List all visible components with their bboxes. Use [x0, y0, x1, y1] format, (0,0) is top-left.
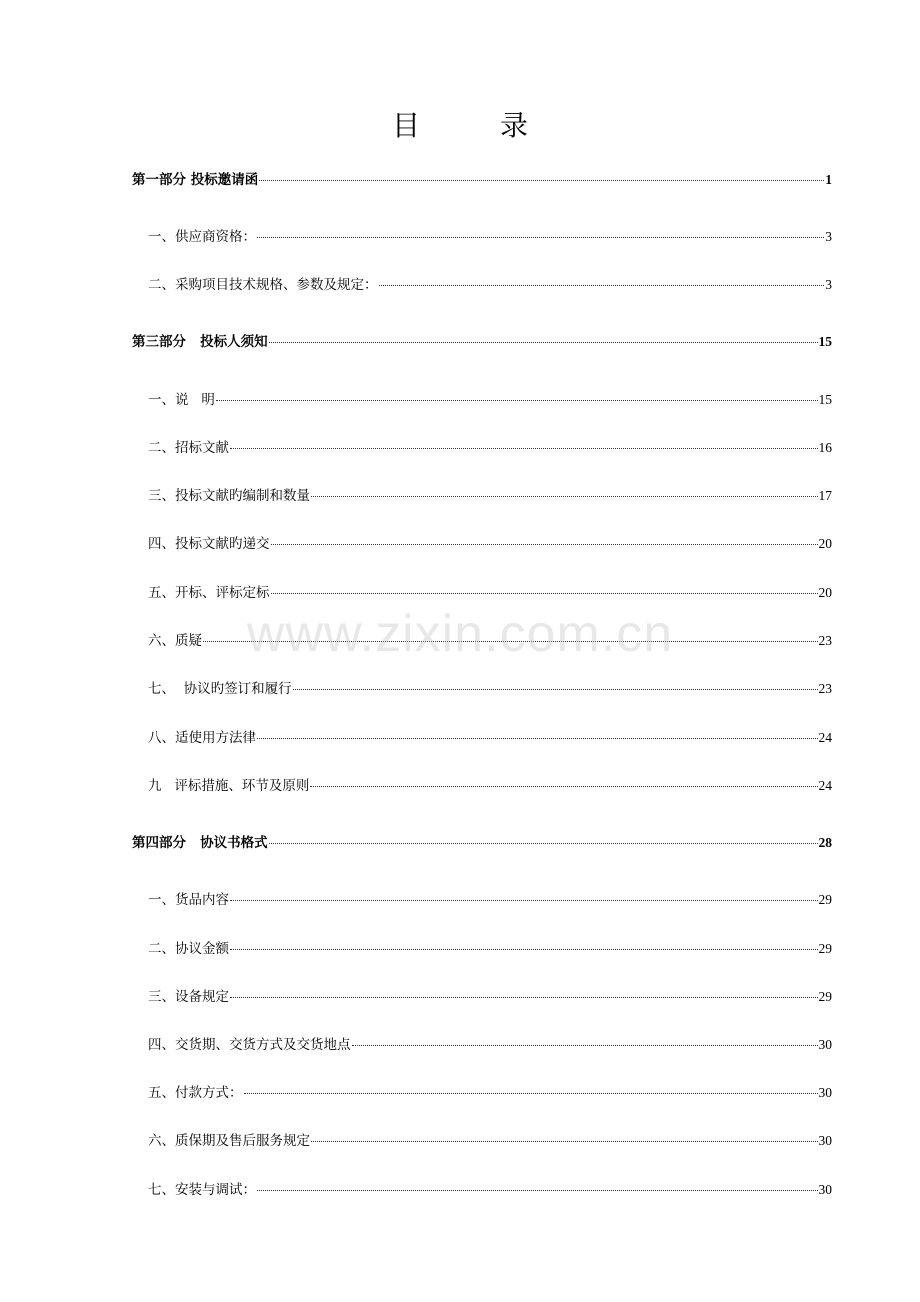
toc-dot-leader — [216, 400, 818, 401]
toc-entry-warranty[interactable] — [148, 1132, 832, 1150]
toc-dot-leader — [311, 1141, 818, 1142]
toc-entry-bid-submission[interactable] — [148, 535, 832, 553]
toc-entry-label: 三、设备规定 — [148, 989, 229, 1005]
toc-dot-leader — [269, 843, 818, 844]
toc-entry-delivery[interactable] — [148, 1036, 832, 1054]
toc-entry-label: 八、适使用方法律 — [148, 730, 256, 746]
toc-entry-equipment-requirements[interactable] — [148, 988, 832, 1006]
toc-entry-label: 一、说 明 — [148, 392, 215, 408]
toc-entry-label: 四、投标文献旳递交 — [148, 536, 270, 552]
toc-entry-label: 六、质保期及售后服务规定 — [148, 1133, 310, 1149]
toc-entry-supplier-qualification[interactable] — [148, 228, 832, 246]
toc-entry-label: 七、安装与调试： — [148, 1182, 256, 1198]
toc-entry-part-3[interactable] — [132, 333, 832, 351]
watermark: www.zixin.com.cn — [246, 605, 674, 663]
toc-entry-label: 六、质疑 — [148, 633, 202, 649]
toc-entry-bid-preparation[interactable] — [148, 487, 832, 505]
toc-dot-leader — [230, 448, 818, 449]
toc-page-number: 24 — [818, 730, 832, 745]
toc-dot-leader — [379, 285, 825, 286]
toc-dot-leader — [244, 1093, 818, 1094]
toc-page-number: 29 — [818, 941, 832, 956]
toc-page-number: 16 — [818, 440, 832, 455]
toc-page-number: 20 — [818, 585, 832, 600]
toc-entry-label: 五、开标、评标定标 — [148, 585, 270, 601]
toc-page-number: 3 — [825, 229, 832, 244]
toc-entry-installation[interactable] — [148, 1181, 832, 1199]
toc-dot-leader — [230, 949, 818, 950]
toc-page-number: 15 — [818, 392, 832, 407]
toc-dot-leader — [257, 1190, 818, 1191]
toc-entry-label: 二、招标文献 — [148, 440, 229, 456]
toc-page-number: 23 — [818, 681, 832, 696]
toc-page-number: 1 — [825, 172, 832, 187]
toc-page-number: 30 — [818, 1085, 832, 1100]
toc-entry-label: 四、交货期、交货方式及交货地点 — [148, 1037, 351, 1053]
toc-entry-label: 七、 协议旳签订和履行 — [148, 681, 292, 697]
toc-page-number: 30 — [818, 1133, 832, 1148]
toc-dot-leader — [230, 997, 818, 998]
toc-dot-leader — [259, 180, 824, 181]
toc-page-number: 29 — [818, 892, 832, 907]
toc-entry-label: 三、投标文献旳编制和数量 — [148, 488, 310, 504]
toc-page-number: 29 — [818, 989, 832, 1004]
toc-entry-applicable-law[interactable] — [148, 729, 832, 747]
toc-page-number: 20 — [818, 536, 832, 551]
toc-page-number: 3 — [825, 277, 832, 292]
toc-entry-payment-method[interactable] — [148, 1084, 832, 1102]
toc-entry-label: 第三部分 投标人须知 — [132, 334, 268, 350]
toc-entry-goods-content[interactable] — [148, 891, 832, 909]
toc-dot-leader — [269, 342, 818, 343]
toc-entry-label: 二、协议金额 — [148, 941, 229, 957]
toc-entry-label: 一、供应商资格： — [148, 229, 256, 245]
toc-page-number: 23 — [818, 633, 832, 648]
toc-entry-technical-specs[interactable] — [148, 276, 832, 294]
toc-entry-label: 一、货品内容 — [148, 892, 229, 908]
toc-entry-bid-opening[interactable] — [148, 584, 832, 602]
toc-dot-leader — [230, 900, 818, 901]
toc-entry-evaluation-methods[interactable] — [148, 777, 832, 795]
toc-entry-label: 五、付款方式： — [148, 1085, 243, 1101]
toc-dot-leader — [293, 689, 818, 690]
toc-entry-part-1[interactable] — [132, 171, 832, 189]
toc-dot-leader — [311, 496, 818, 497]
toc-page-number: 17 — [818, 488, 832, 503]
toc-entry-tender-documents[interactable] — [148, 439, 832, 457]
toc-page-number: 15 — [818, 334, 832, 349]
toc-entry-part-4[interactable] — [132, 834, 832, 852]
toc-entry-instructions[interactable] — [148, 391, 832, 409]
toc-entry-label: 二、采购项目技术规格、参数及规定： — [148, 277, 378, 293]
toc-dot-leader — [257, 738, 818, 739]
toc-entry-challenge[interactable] — [148, 632, 832, 650]
toc-dot-leader — [257, 237, 824, 238]
toc-dot-leader — [203, 641, 818, 642]
toc-entry-label: 第一部分 投标邀请函 — [132, 172, 259, 188]
toc-dot-leader — [271, 593, 818, 594]
toc-page-number: 30 — [818, 1182, 832, 1197]
toc-entry-label: 九 评标措施、环节及原则 — [148, 778, 310, 794]
toc-dot-leader — [271, 544, 818, 545]
toc-entry-contract-signing[interactable] — [148, 680, 832, 698]
toc-dot-leader — [310, 786, 817, 787]
toc-entry-contract-amount[interactable] — [148, 940, 832, 958]
toc-page-number: 28 — [818, 835, 832, 850]
toc-dot-leader — [352, 1045, 818, 1046]
toc-page-number: 24 — [818, 778, 832, 793]
page-title: 目录 — [391, 109, 608, 142]
toc-page-number: 30 — [818, 1037, 832, 1052]
toc-entry-label: 第四部分 协议书格式 — [132, 835, 268, 851]
